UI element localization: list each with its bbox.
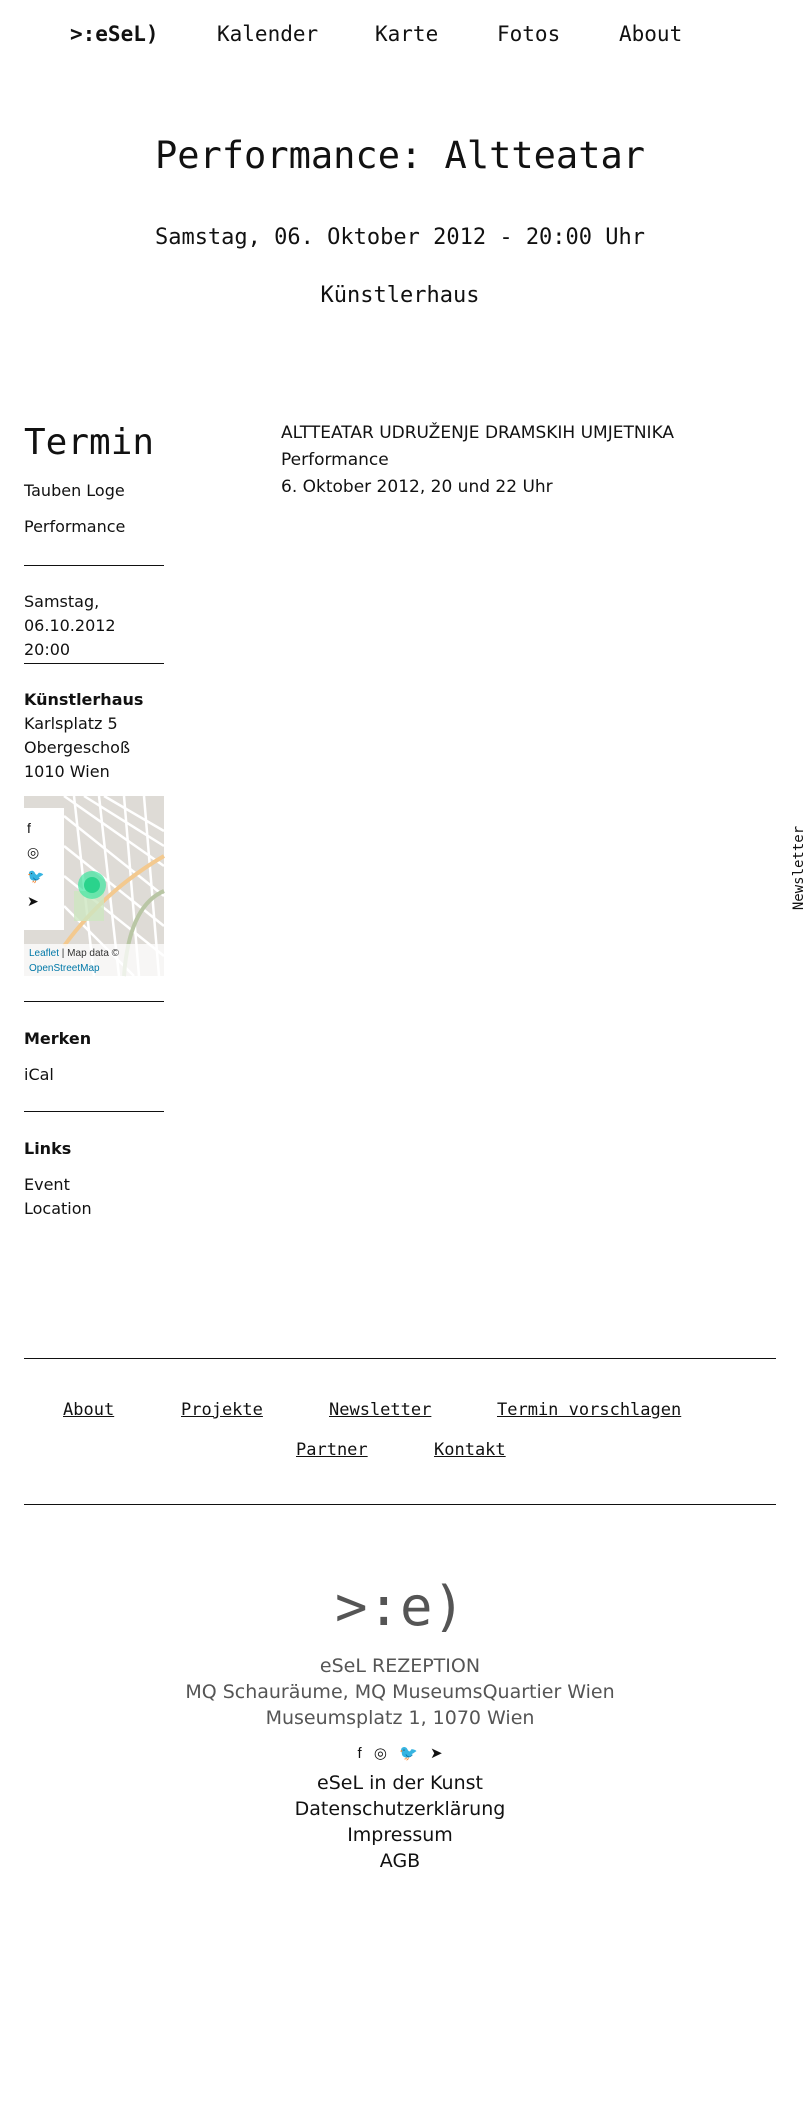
sidebar-divider	[24, 663, 164, 664]
event-description-line: Performance	[281, 450, 389, 470]
category-performance[interactable]: Performance	[24, 517, 126, 536]
location-link[interactable]: Location	[24, 1199, 92, 1218]
nav-item-karte[interactable]: Karte	[375, 22, 439, 46]
footer-link-agb[interactable]: AGB	[379, 1850, 421, 1872]
event-venue-heading: Künstlerhaus	[320, 283, 480, 308]
venue-street: Karlsplatz 5	[24, 714, 118, 733]
openstreetmap-link[interactable]: OpenStreetMap	[29, 963, 100, 974]
telegram-icon[interactable]: ➤	[429, 1745, 443, 1762]
footer-link-esel-in-der-kunst[interactable]: eSeL in der Kunst	[317, 1772, 483, 1794]
footer-logo: >:e)	[334, 1575, 466, 1638]
facebook-icon[interactable]: f	[357, 1745, 362, 1762]
nav-item-fotos[interactable]: Fotos	[497, 22, 561, 46]
event-description-line: ALTTEATAR UDRUŽENJE DRAMSKIH UMJETNIKA	[281, 423, 675, 443]
footer-link-projekte[interactable]: Projekte	[181, 1400, 263, 1420]
ical-link[interactable]: iCal	[24, 1065, 54, 1084]
site-logo[interactable]: >:eSeL)	[70, 22, 159, 46]
footer-social	[0, 1744, 800, 1762]
venue-address	[24, 688, 164, 784]
footer-org-place: MQ Schauräume, MQ MuseumsQuartier Wien	[185, 1681, 615, 1703]
footer-link-datenschutz[interactable]: Datenschutzerklärung	[294, 1798, 506, 1820]
footer-link-termin-vorschlagen[interactable]: Termin vorschlagen	[497, 1400, 682, 1420]
footer-divider-top	[24, 1358, 776, 1359]
venue-name[interactable]: Künstlerhaus	[24, 690, 144, 709]
event-description-line: 6. Oktober 2012, 20 und 22 Uhr	[281, 477, 553, 497]
instagram-icon[interactable]: ◎	[373, 1745, 387, 1762]
footer-link-impressum[interactable]: Impressum	[347, 1824, 453, 1846]
sidebar-date	[24, 590, 164, 662]
footer-link-about[interactable]: About	[63, 1400, 115, 1420]
footer-divider-bottom	[24, 1504, 776, 1505]
footer-org-address: Museumsplatz 1, 1070 Wien	[265, 1707, 535, 1729]
twitter-icon[interactable]: 🐦	[27, 868, 45, 884]
merken-heading: Merken	[24, 1029, 92, 1048]
sidebar-divider	[24, 1001, 164, 1002]
footer-link-partner[interactable]: Partner	[296, 1440, 368, 1460]
social-share-bar	[24, 808, 64, 930]
map-attribution	[24, 944, 164, 976]
leaflet-link[interactable]: Leaflet	[29, 948, 60, 959]
top-nav	[0, 22, 800, 52]
page-title: Performance: Altteatar	[154, 134, 646, 177]
category-tauben-loge[interactable]: Tauben Loge	[24, 481, 125, 500]
venue-map[interactable]	[24, 796, 164, 976]
sidebar-divider	[24, 1111, 164, 1112]
twitter-icon[interactable]: 🐦	[399, 1745, 418, 1762]
venue-floor: Obergeschoß	[24, 738, 131, 757]
event-link[interactable]: Event	[24, 1175, 70, 1194]
facebook-icon[interactable]: f	[27, 820, 31, 836]
sidebar-title: Termin	[24, 422, 155, 463]
footer-link-kontakt[interactable]: Kontakt	[434, 1440, 506, 1460]
nav-item-kalender[interactable]: Kalender	[217, 22, 319, 46]
event-date-heading: Samstag, 06. Oktober 2012 - 20:00 Uhr	[154, 225, 646, 250]
telegram-icon[interactable]: ➤	[27, 893, 39, 909]
map-attribution-text: | Map data ©	[59, 948, 120, 959]
footer-link-newsletter[interactable]: Newsletter	[329, 1400, 432, 1420]
instagram-icon[interactable]: ◎	[27, 844, 40, 860]
event-description	[281, 420, 781, 501]
links-heading: Links	[24, 1139, 72, 1158]
sidebar-date-datetime: 06.10.2012 20:00	[24, 616, 116, 659]
nav-item-about[interactable]: About	[619, 22, 683, 46]
venue-city: 1010 Wien	[24, 762, 110, 781]
sidebar-date-weekday: Samstag,	[24, 592, 100, 611]
newsletter-tab[interactable]: Newsletter	[791, 825, 807, 911]
sidebar-divider	[24, 565, 164, 566]
footer-org-name: eSeL REZEPTION	[319, 1655, 481, 1677]
